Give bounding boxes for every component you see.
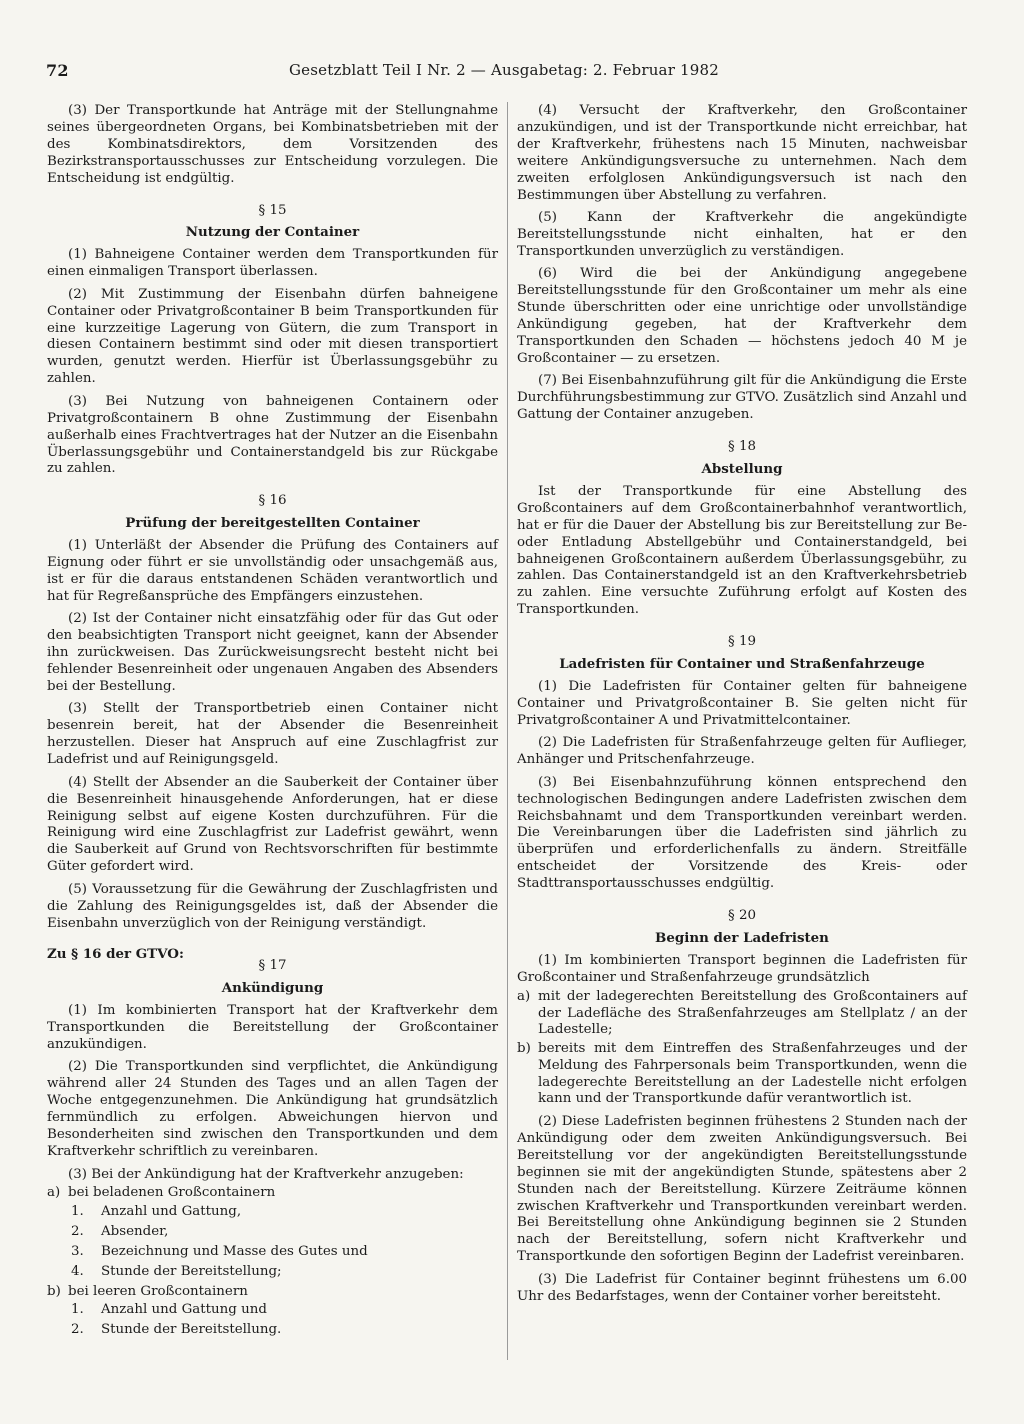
- list-text: bereits mit dem Eintreffen des Straßenfahrzeuges und der Meldung des Fahrpersonals beim Transportkunden, wenn die ladegerechte Bereitstellung an der Ladestelle nicht erfolgen kann und der Transportkunde dafür verantwortlich ist.: [538, 1040, 967, 1107]
- list-item: [517, 1041, 967, 1109]
- left-column: [47, 103, 498, 1343]
- section-number: § 18: [728, 439, 756, 455]
- sub-list-label: 1.: [71, 1203, 84, 1219]
- paragraph: (3) Stellt der Transportbetrieb einen Container nicht besenrein bereit, hat der Absender die Besenreinheit herzustellen. Dieser hat Anspruch auf eine Zuschlagfrist zur Ladefrist und auf Reinigungsgeld.: [47, 701, 498, 768]
- sub-list-item: [71, 1224, 498, 1241]
- list-label: a): [47, 1185, 61, 1201]
- section-title: Ladefristen für Container und Straßenfahrzeuge: [559, 656, 925, 673]
- list-item: [517, 989, 967, 1040]
- section-number: § 16: [258, 493, 287, 509]
- list-label: b): [517, 1040, 531, 1056]
- list-text: bei leeren Großcontainern: [68, 1284, 248, 1300]
- paragraph: Ist der Transportkunde für eine Abstellung des Großcontainers auf dem Großcontainerbahnhof verantwortlich, hat er für die Dauer der Abstellung bis zur Bereitstellung zur Be- oder Entladung Abstellgebühr und Containerstandgeld, bei bahneigenen Großcontainern außerdem Überlassungsgebühr, zu zahlen. Das Containerstandgeld ist an den Kraftverkehrsbetrieb zu zahlen. Eine versuchte Zuführung erfolgt auf Kosten des Transportkunden.: [517, 483, 967, 618]
- section-number: § 20: [728, 908, 756, 924]
- paragraph: (1) Im kombinierten Transport hat der Kraftverkehr dem Transportkunden die Bereitstellung der Großcontainer anzukündigen.: [47, 1003, 498, 1052]
- sub-list-label: 3.: [71, 1243, 84, 1259]
- list-label: b): [47, 1284, 61, 1300]
- paragraph: (1) Unterläßt der Absender die Prüfung des Containers auf Eignung oder führt er sie unvollständig oder unsachgemäß aus, ist er für die daraus entstandenen Schäden verantwortlich und hat für Regreßansprüche des Empfängers einzustehen.: [47, 538, 498, 604]
- sub-list-text: Anzahl und Gattung,: [101, 1203, 242, 1219]
- sub-list-label: 2.: [71, 1223, 84, 1239]
- sub-list-text: Anzahl und Gattung und: [101, 1302, 267, 1318]
- paragraph: (2) Mit Zustimmung der Eisenbahn dürfen bahneigene Container oder Privatgroßcontainer B beim Transportkunden für eine kurzzeitige Lagerung von Gütern, die zum Transport in diesen Containern bestimmt sind oder mit diesen transportiert wurden, genutzt werden. Hierfür ist Überlassungsgebühr zu zahlen.: [47, 286, 498, 387]
- right-column: [517, 103, 967, 1311]
- sub-list-text: Stunde der Bereitstellung.: [101, 1322, 282, 1338]
- sub-list-text: Absender,: [101, 1223, 169, 1239]
- paragraph: (2) Die Ladefristen für Straßenfahrzeuge gelten für Auflieger, Anhänger und Pritschenfahrzeuge.: [517, 735, 967, 768]
- section-number: § 19: [728, 634, 756, 650]
- paragraph: (5) Voraussetzung für die Gewährung der Zuschlagfristen und die Zahlung des Reinigungsgeldes ist, daß der Absender die Eisenbahn unverzüglich von der Reinigung verständigt.: [47, 881, 498, 931]
- section-number: § 17: [258, 958, 287, 974]
- sub-list-label: 2.: [71, 1322, 84, 1338]
- section-title: Ankündigung: [221, 980, 324, 997]
- column-divider: [507, 102, 508, 1360]
- page-header: [46, 61, 780, 83]
- section-number: § 15: [258, 202, 287, 218]
- paragraph: (7) Bei Eisenbahnzuführung gilt für die Ankündigung die Erste Durchführungsbestimmung zur GTVO. Zusätzlich sind Anzahl und Gattung der Container anzugeben.: [517, 373, 967, 423]
- paragraph: (4) Versucht der Kraftverkehr, den Großcontainer anzukündigen, und ist der Transportkunde nicht erreichbar, hat der Kraftverkehr, frühestens nach 15 Minuten, nachweisbar weitere Ankündigungsversuche zu unternehmen. Nach dem zweiten erfolglosen Ankündigungsversuch ist nach den Bestimmungen über Abstellung zu verfahren.: [517, 103, 967, 203]
- paragraph: (2) Die Transportkunden sind verpflichtet, die Ankündigung während aller 24 Stunden des Tages und an allen Tagen der Woche entgegenzunehmen. Die Ankündigung hat grundsätzlich fernmündlich zu erfolgen. Abweichungen hiervon und Besonderheiten sind zwischen den Transportkunden und dem Kraftverkehr schriftlich zu vereinbaren.: [47, 1059, 498, 1159]
- list-item: [47, 1284, 498, 1301]
- section-title: Prüfung der bereitgestellten Container: [125, 515, 420, 532]
- paragraph: (1) Die Ladefristen für Container gelten für bahneigene Container und Privatgroßcontainer B. Sie gelten nicht für Privatgroßcontainer A und Privatmittelcontainer.: [517, 678, 967, 728]
- sub-list-item: [71, 1302, 498, 1319]
- paragraph: (1) Bahneigene Container werden dem Transportkunden für einen einmaligen Transport überlassen.: [47, 247, 498, 280]
- page-number: 72: [46, 61, 69, 80]
- sub-list-text: Bezeichnung und Masse des Gutes und: [101, 1243, 368, 1259]
- paragraph: (2) Ist der Container nicht einsatzfähig oder für das Gut oder den beabsichtigten Transport nicht geeignet, kann der Absender ihn zurückweisen. Das Zurückweisungsrecht besteht nicht bei fehlender Besenreinheit oder ungenauen Angaben des Absenders bei der Bestellung.: [47, 611, 498, 694]
- section-title: Beginn der Ladefristen: [655, 929, 829, 946]
- sub-list-item: [71, 1244, 498, 1261]
- sub-list-label: 1.: [71, 1302, 84, 1318]
- paragraph: (3) Bei Eisenbahnzuführung können entsprechend den technologischen Bedingungen andere Ladefristen zwischen dem Reichsbahnamt und dem Transportkunden vereinbart werden. Die Vereinbarungen über die Ladefristen sind jährlich zu überprüfen und erforderlichenfalls zu ändern. Streitfälle entscheidet der Vorsitzende des Kreis- oder Stadttransportausschusses endgültig.: [517, 774, 967, 892]
- section-title: Abstellung: [701, 461, 783, 477]
- sub-list-label: 4.: [71, 1263, 84, 1279]
- paragraph: (6) Wird die bei der Ankündigung angegebene Bereitstellungsstunde für den Großcontainer um mehr als eine Stunde überschritten oder eine unrichtige oder unvollständige Ankündigung gegeben, hat der Kraftverkehr dem Transportkunden den Schaden — höchstens jedoch 40 M je Großcontainer — zu ersetzen.: [517, 266, 967, 366]
- paragraph: (3) Bei der Ankündigung hat der Kraftverkehr anzugeben:: [68, 1166, 464, 1182]
- sub-list-item: [71, 1264, 498, 1281]
- list-text: mit der ladegerechten Bereitstellung des Großcontainers auf der Ladefläche des Straßenfahrzeuges am Stellplatz / an der Ladestelle;: [538, 988, 967, 1038]
- list-label: a): [517, 988, 531, 1004]
- paragraph: (1) Im kombinierten Transport beginnen die Ladefristen für Großcontainer und Straßenfahrzeuge grundsätzlich: [517, 952, 967, 985]
- list-text: bei beladenen Großcontainern: [68, 1185, 276, 1201]
- paragraph: (4) Stellt der Absender an die Sauberkeit der Container über die Besenreinheit hinausgehende Anforderungen, hat er diese Reinigung selbst auf eigene Kosten durchzuführen. Für die Reinigung wird eine Zuschlagfrist zur Ladefrist gewährt, wenn die Sauberkeit auf Grund von Rechtsvorschriften für bestimmte Güter gefordert wird.: [47, 774, 498, 875]
- gtvo-heading: Zu § 16 der GTVO:: [47, 946, 184, 963]
- sub-list-text: Stunde der Bereitstellung;: [101, 1263, 282, 1279]
- list-item: [47, 1185, 498, 1202]
- paragraph: (2) Diese Ladefristen beginnen frühestens 2 Stunden nach der Ankündigung oder dem zweiten Ankündigungsversuch. Bei Bereitstellung vor der angekündigten Bereitstellungsstunde beginnen sie mit der angekündigten Stunde, spätestens aber 2 Stunden nach der Bereitstellung. Kürzere Zeiträume können zwischen Kraftverkehr und Transportkunden vereinbart werden. Bei Bereitstellung ohne Ankündigung beginnen sie 2 Stunden nach der Bereitstellung, sofern nicht Kraftverkehr und Transportkunde den sofortigen Beginn der Ladefrist vereinbaren.: [517, 1113, 967, 1265]
- sub-list-item: [71, 1322, 498, 1339]
- paragraph: (3) Bei Nutzung von bahneigenen Containern oder Privatgroßcontainern B ohne Zustimmung der Eisenbahn außerhalb eines Frachtvertrages hat der Nutzer an die Eisenbahn Überlassungsgebühr und Containerstandgeld bis zur Rückgabe zu zahlen.: [47, 393, 498, 477]
- header-title: Gesetzblatt Teil I Nr. 2 — Ausgabetag: 2. Februar 1982: [289, 61, 720, 79]
- paragraph: (3) Die Ladefrist für Container beginnt frühestens um 6.00 Uhr des Bedarfstages, wenn der Container vorher bereitsteht.: [517, 1271, 967, 1304]
- paragraph: (5) Kann der Kraftverkehr die angekündigte Bereitstellungsstunde nicht einhalten, hat er den Transportkunden unverzüglich zu verständigen.: [517, 210, 967, 259]
- section-title: Nutzung der Container: [185, 224, 360, 241]
- sub-list-item: [71, 1204, 498, 1221]
- paragraph: (3) Der Transportkunde hat Anträge mit der Stellungnahme seines übergeordneten Organs, bei Kombinatsbetrieben mit der des Kombinatsdirektors, dem Vorsitzenden des Bezirkstransportausschusses zur Entscheidung vorzulegen. Die Entscheidung ist endgültig.: [47, 103, 498, 186]
